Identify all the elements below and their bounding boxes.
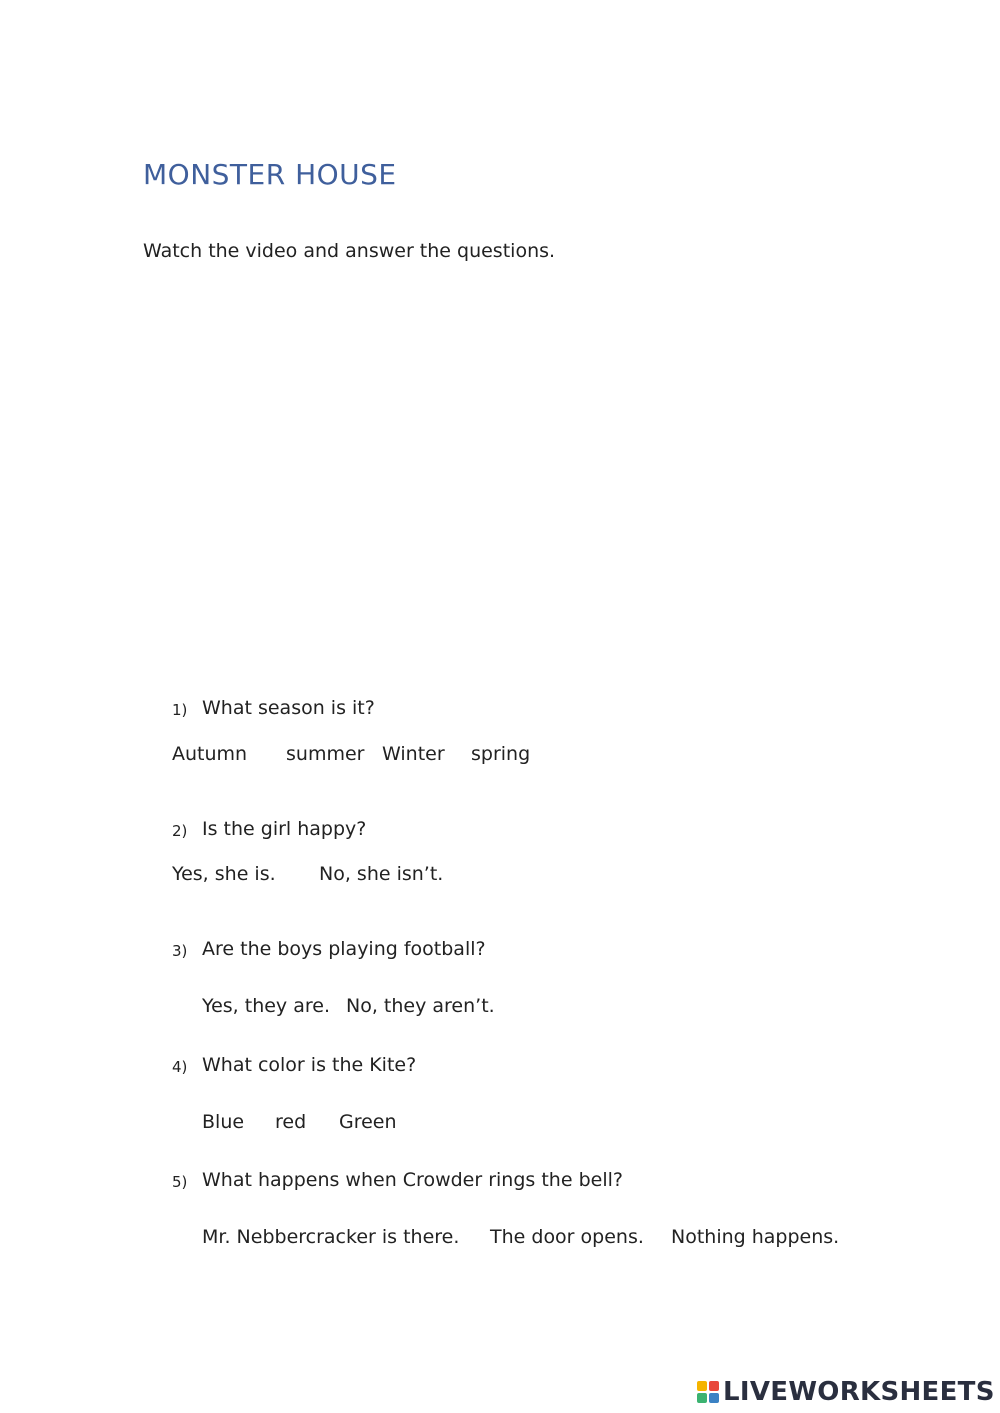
question-text: What happens when Crowder rings the bell? [202,1169,623,1191]
liveworksheets-logo-icon [697,1381,719,1403]
logo-text: LIVEWORKSHEETS [723,1377,995,1407]
question-number: 4) [172,1058,188,1076]
answer-option[interactable]: Green [339,1111,397,1133]
question-text: What color is the Kite? [202,1054,417,1076]
question-text: Is the girl happy? [202,818,367,840]
answer-option[interactable]: Nothing happens. [671,1226,840,1248]
question-number: 5) [172,1173,188,1191]
answer-option[interactable]: Yes, they are. [202,995,330,1017]
answer-option[interactable]: red [275,1111,307,1133]
answer-option[interactable]: Autumn [172,743,248,765]
answer-option[interactable]: No, she isn’t. [319,863,444,885]
answer-option[interactable]: summer [286,743,365,765]
answer-option[interactable]: Mr. Nebbercracker is there. [202,1226,460,1248]
answer-option[interactable]: Yes, she is. [172,863,276,885]
question-text: Are the boys playing football? [202,938,486,960]
answer-option[interactable]: The door opens. [490,1226,644,1248]
answer-option[interactable]: Winter [382,743,445,765]
answer-option[interactable]: Blue [202,1111,245,1133]
question-number: 1) [172,701,188,719]
answer-option[interactable]: spring [471,743,531,765]
answer-option[interactable]: No, they aren’t. [346,995,495,1017]
liveworksheets-logo [697,1376,995,1408]
question-text: What season is it? [202,697,375,719]
question-number: 2) [172,822,188,840]
question-number: 3) [172,942,188,960]
page-title: MONSTER HOUSE [143,158,397,191]
instructions: Watch the video and answer the questions. [143,240,556,262]
